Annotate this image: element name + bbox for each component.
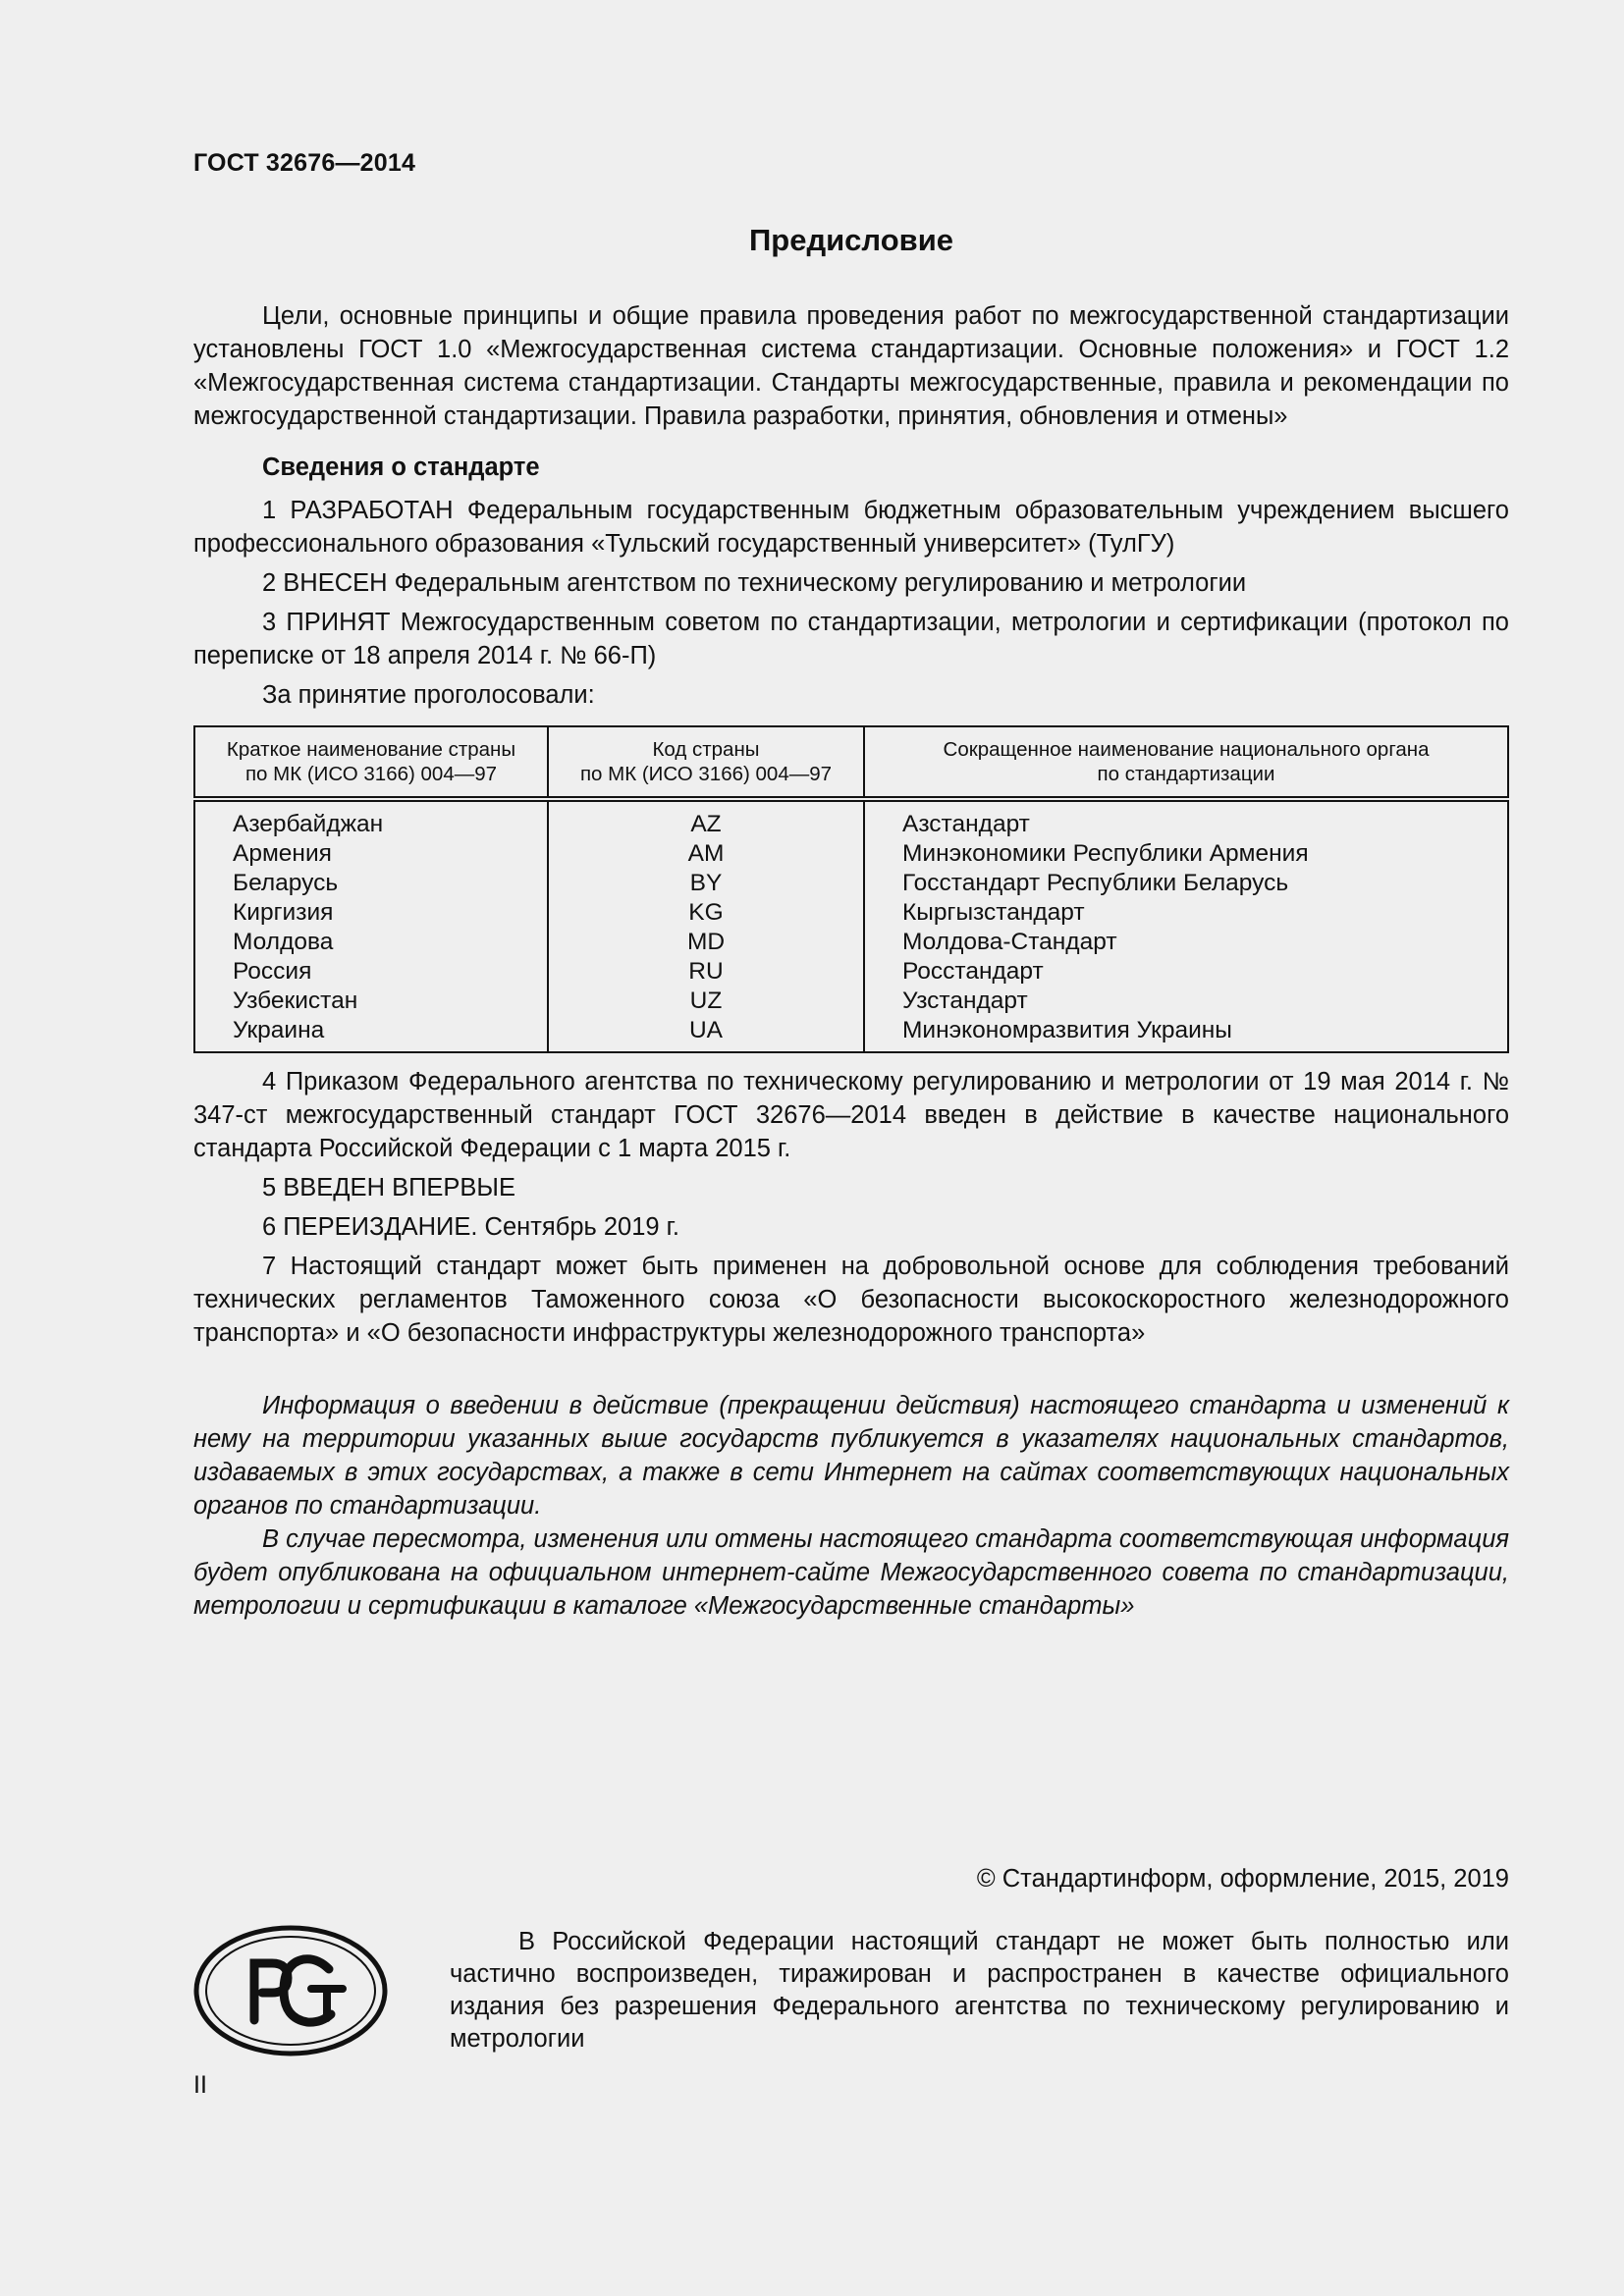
organization-cell: Узстандарт bbox=[902, 988, 1028, 1014]
country-cell: Россия bbox=[194, 957, 548, 987]
section-subheading: Сведения о стандарте bbox=[262, 454, 540, 481]
table-row bbox=[194, 869, 1508, 898]
table-header-row bbox=[194, 726, 1508, 799]
intro-paragraph: Цели, основные принципы и общие правила проведения работ по межгосударственной стандартизации установлены ГОСТ 1.0 «Межгосударственная система стандартизации. Основные положения» и ГОСТ 1.2 «Межгосударственная система стандартизации. Стандарты межгосударственные, правила и рекомендации по межгосударственной стандартизации. Правила разработки, принятия, обновления и отмены» bbox=[193, 302, 1509, 430]
info-paragraph-1: Информация о введении в действие (прекращении действия) настоящего стандарта и изменений к нему на территории указанных выше государств публикуется в указателях национальных стандартов, издаваемых в этих государствах, а также в сети Интернет на сайтах соответствующих национальных органов по стандартизации. bbox=[193, 1392, 1509, 1520]
organization-cell: Росстандарт bbox=[902, 958, 1044, 985]
table-row bbox=[194, 839, 1508, 869]
copyright-line: © Стандартинформ, оформление, 2015, 2019 bbox=[976, 1865, 1509, 1893]
table-row bbox=[194, 987, 1508, 1016]
table-row bbox=[194, 957, 1508, 987]
header-country: Краткое наименование страны по МК (ИСО 3166) 004—97 bbox=[194, 726, 548, 799]
member-states-table bbox=[193, 725, 1509, 1053]
foreword-content bbox=[193, 221, 1509, 1623]
header-organization: Сокращенное наименование национального органа по стандартизации bbox=[864, 726, 1508, 799]
copyright-notice: В Российской Федерации настоящий стандарт не может быть полностью или частично воспроизведен, тиражирован и распространен в качестве официального издания без разрешения Федерального агентства по техническому регулированию и метрологии bbox=[450, 1928, 1509, 2053]
code-cell: UA bbox=[548, 1016, 864, 1052]
item-2: 2 ВНЕСЕН Федеральным агентством по техническому регулированию и метрологии bbox=[262, 569, 1247, 597]
country-cell: Азербайджан bbox=[194, 799, 548, 839]
country-cell: Киргизия bbox=[194, 898, 548, 928]
item-3: 3 ПРИНЯТ Межгосударственным советом по стандартизации, метрологии и сертификации (протокол по переписке от 18 апреля 2014 г. № 66-П) bbox=[193, 609, 1509, 669]
item-4: 4 Приказом Федерального агентства по техническому регулированию и метрологии от 19 мая 2014 г. № 347-ст межгосударственный стандарт ГОСТ 32676—2014 введен в действие в качестве национального стандарта Российской Федерации с 1 марта 2015 г. bbox=[193, 1068, 1509, 1162]
table-row bbox=[194, 1016, 1508, 1052]
code-cell: BY bbox=[548, 869, 864, 898]
country-cell: Беларусь bbox=[194, 869, 548, 898]
page-number: II bbox=[193, 2071, 207, 2099]
item-7: 7 Настоящий стандарт может быть применен на добровольной основе для соблюдения требований технических регламентов Таможенного союза «О безопасности высокоскоростного железнодорожного транспорта» и «О безопасности инфраструктуры железнодорожного транспорта» bbox=[193, 1253, 1509, 1347]
country-cell: Украина bbox=[194, 1016, 548, 1052]
info-paragraph-2: В случае пересмотра, изменения или отмены настоящего стандарта соответствующая информация будет опубликована на официальном интернет-сайте Межгосударственного совета по стандартизации, метрологии и сертификации в каталоге «Межгосударственные стандарты» bbox=[193, 1525, 1509, 1620]
organization-cell: Азстандарт bbox=[902, 811, 1030, 837]
page-title: Предисловие bbox=[748, 223, 953, 257]
organization-cell: Молдова-Стандарт bbox=[902, 929, 1117, 955]
organization-cell: Минэкономразвития Украины bbox=[902, 1017, 1232, 1043]
country-cell: Узбекистан bbox=[194, 987, 548, 1016]
organization-cell: Госстандарт Республики Беларусь bbox=[902, 870, 1289, 896]
standard-code: ГОСТ 32676—2014 bbox=[193, 149, 416, 177]
header-code: Код страны по МК (ИСО 3166) 004—97 bbox=[548, 726, 864, 799]
code-cell: AM bbox=[548, 839, 864, 869]
publication-info bbox=[193, 1389, 1509, 1623]
organization-cell: Кыргызстандарт bbox=[902, 899, 1085, 926]
code-cell: AZ bbox=[548, 799, 864, 839]
item-6: 6 ПЕРЕИЗДАНИЕ. Сентябрь 2019 г. bbox=[262, 1213, 679, 1241]
organization-cell: Минэкономики Республики Армения bbox=[902, 840, 1309, 867]
country-cell: Армения bbox=[194, 839, 548, 869]
table-row bbox=[194, 799, 1508, 839]
item-5: 5 ВВЕДЕН ВПЕРВЫЕ bbox=[262, 1174, 516, 1201]
code-cell: KG bbox=[548, 898, 864, 928]
item-1: 1 РАЗРАБОТАН Федеральным государственным бюджетным образовательным учреждением высшего профессионального образования «Тульский государственный университет» (ТулГУ) bbox=[193, 497, 1509, 558]
code-cell: UZ bbox=[548, 987, 864, 1016]
country-cell: Молдова bbox=[194, 928, 548, 957]
code-cell: MD bbox=[548, 928, 864, 957]
table-row bbox=[194, 928, 1508, 957]
vote-intro: За принятие проголосовали: bbox=[262, 681, 595, 709]
pct-certification-mark-icon bbox=[193, 1924, 388, 2057]
code-cell: RU bbox=[548, 957, 864, 987]
table-row bbox=[194, 898, 1508, 928]
